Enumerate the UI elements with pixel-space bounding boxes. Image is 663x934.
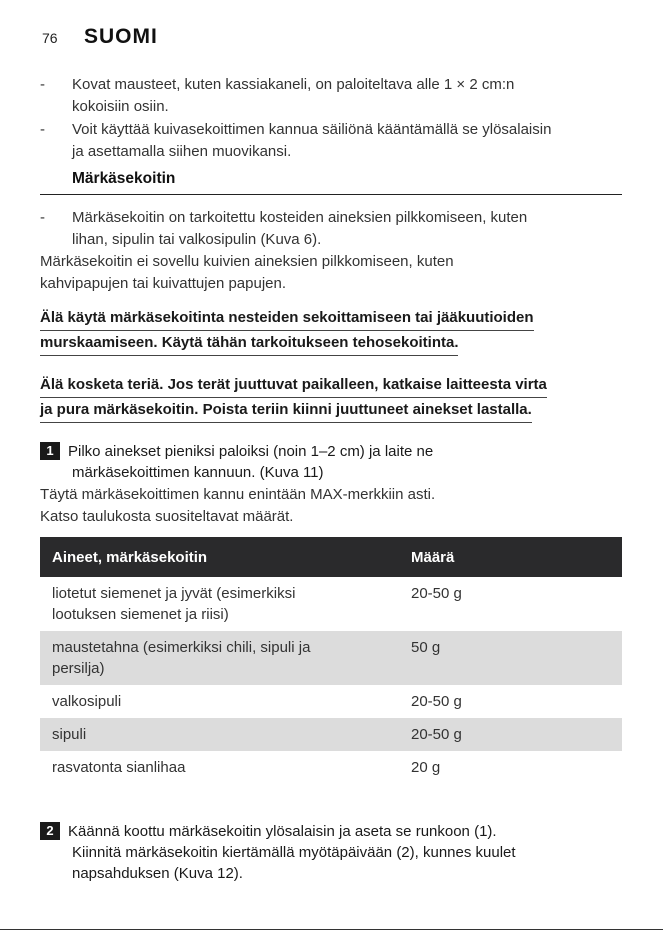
text-line: Kovat mausteet, kuten kassiakaneli, on paloiteltava alle 1 × 2 cm:n [72, 76, 515, 93]
amount-cell: 20 g [411, 759, 441, 776]
table-row [40, 751, 622, 784]
section-divider [40, 194, 622, 195]
step-2 [40, 821, 640, 884]
text-line: Älä käytä märkäsekoitinta nesteiden sekoittamiseen tai jääkuutioiden [40, 306, 534, 331]
list-item-text [72, 119, 662, 163]
ingredient-cell: rasvatonta sianlihaa [52, 759, 186, 776]
bullet-dash: - [40, 76, 45, 93]
table-header-row [40, 537, 622, 577]
list-item-text [72, 207, 662, 251]
text-line: kokoisiin osiin. [72, 98, 169, 115]
text-line: murskaamiseen. Käytä tähän tarkoitukseen tehosekoitinta. [40, 331, 458, 356]
table-row [40, 631, 622, 685]
amount-cell: 20-50 g [411, 693, 462, 710]
quantity-table [40, 537, 622, 784]
text-line: ja asettamalla siihen muovikansi. [72, 143, 292, 160]
step-note [40, 484, 435, 528]
text-line: Märkäsekoitin ei sovellu kuivien aineksien pilkkomiseen, kuten [40, 253, 454, 270]
text-line: Käännä koottu märkäsekoitin ylösalaisin ja aseta se runkoon (1). [68, 823, 497, 840]
page-title: SUOMI [84, 25, 158, 48]
note-paragraph [40, 251, 454, 295]
warning-text [40, 306, 640, 356]
bullet-dash: - [40, 209, 45, 226]
step-number-badge: 1 [40, 442, 60, 460]
table-row [40, 577, 622, 631]
amount-cell: 50 g [399, 631, 622, 685]
step-number-badge: 2 [40, 822, 60, 840]
page-number: 76 [42, 30, 58, 46]
list-item-text [72, 74, 662, 118]
text-line: lihan, sipulin tai valkosipulin (Kuva 6). [72, 231, 322, 248]
ingredient-cell: valkosipuli [52, 693, 122, 710]
amount-cell: 20-50 g [411, 585, 462, 602]
bullet-dash: - [40, 121, 45, 138]
text-line: napsahduksen (Kuva 12). [72, 865, 243, 882]
ingredient-cell: liotetut siemenet ja jyvät (esimerkiksi lootuksen siemenet ja riisi) [52, 585, 296, 623]
warning-text [40, 373, 640, 423]
amount-cell: 20-50 g [399, 718, 622, 751]
text-line: märkäsekoittimen kannuun. (Kuva 11) [72, 464, 324, 481]
text-line: Pilko ainekset pieniksi paloiksi (noin 1–2 cm) ja laite ne [68, 443, 434, 460]
text-line: Voit käyttää kuivasekoittimen kannua säiliönä kääntämällä se ylösalaisin [72, 121, 552, 138]
section-heading: Märkäsekoitin [72, 170, 176, 187]
text-line: Kiinnitä märkäsekoitin kiertämällä myötäpäivään (2), kunnes kuulet [72, 844, 516, 861]
text-line: Täytä märkäsekoittimen kannu enintään MAX-merkkiin asti. [40, 486, 436, 503]
text-line: kahvipapujen tai kuivattujen papujen. [40, 275, 287, 292]
ingredient-cell: maustetahna (esimerkiksi chili, sipuli ja persilja) [40, 631, 399, 685]
text-line: Älä kosketa teriä. Jos terät juuttuvat paikalleen, katkaise laitteesta virta [40, 373, 547, 398]
text-line: ja pura märkäsekoitin. Poista teriin kiinni juuttuneet ainekset lastalla. [40, 398, 532, 423]
table-row [40, 685, 622, 718]
column-header-ingredients: Aineet, märkäsekoitin [40, 537, 399, 577]
text-line: Märkäsekoitin on tarkoitettu kosteiden aineksien pilkkomiseen, kuten [72, 209, 528, 226]
footer-divider [0, 929, 663, 930]
step-1 [40, 441, 640, 483]
text-line: Katso taulukosta suositeltavat määrät. [40, 508, 294, 525]
column-header-amount: Määrä [399, 537, 622, 577]
ingredient-cell: sipuli [40, 718, 399, 751]
table-row [40, 718, 622, 751]
